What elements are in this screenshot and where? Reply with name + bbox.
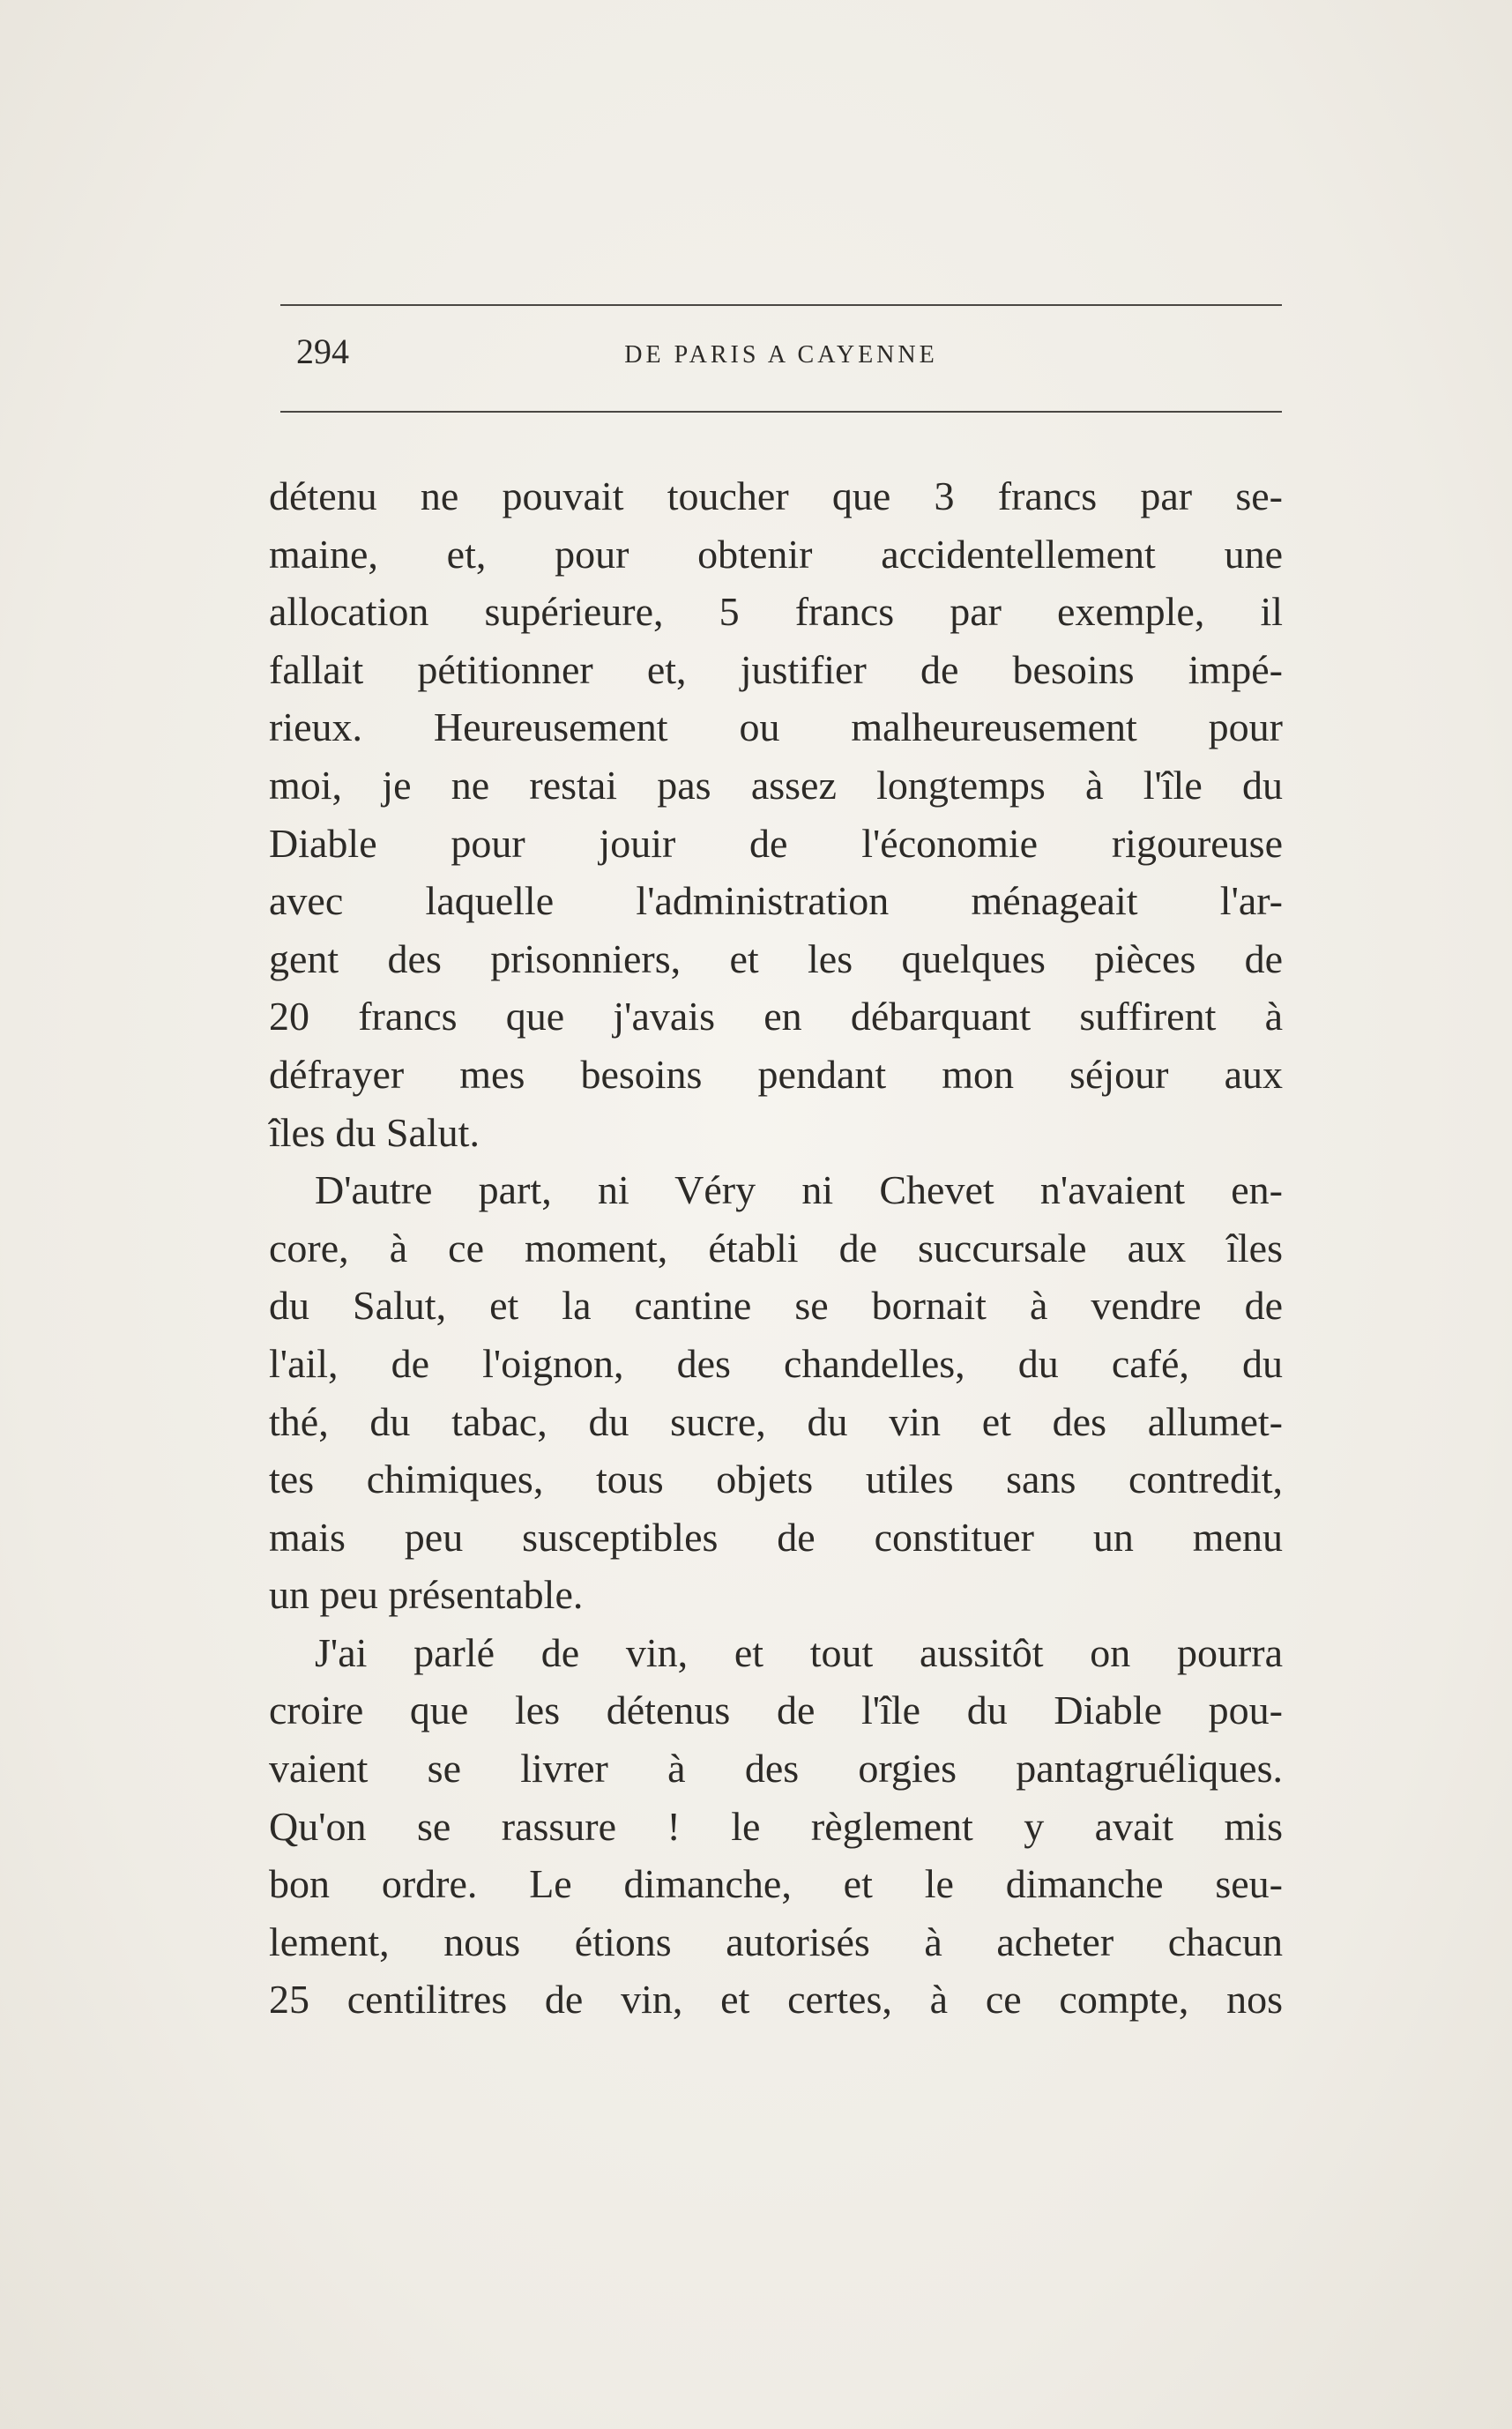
text-line: thé, du tabac, du sucre, du vin et des allumet- bbox=[269, 1398, 1283, 1444]
page-header bbox=[280, 331, 1282, 384]
running-title: DE PARIS A CAYENNE bbox=[624, 341, 938, 369]
text-line: avec laquelle l'administration ménageait l'ar- bbox=[269, 878, 1283, 924]
header-rule-bottom bbox=[280, 411, 1282, 413]
text-line: J'ai parlé de vin, et tout aussitôt on pourra bbox=[315, 1629, 1283, 1675]
text-line: gent des prisonniers, et les quelques pièces de bbox=[269, 935, 1283, 981]
text-line: l'ail, de l'oignon, des chandelles, du café, du bbox=[269, 1340, 1283, 1386]
text-line: du Salut, et la cantine se bornait à vendre de bbox=[269, 1283, 1283, 1329]
text-line: 20 francs que j'avais en débarquant suffirent à bbox=[269, 994, 1283, 1039]
text-line: 25 centilitres de vin, et certes, à ce compte, nos bbox=[269, 1977, 1283, 2023]
text-line: vaient se livrer à des orgies pantagruéliques. bbox=[269, 1746, 1283, 1792]
text-line: lement, nous étions autorisés à acheter chacun bbox=[269, 1919, 1283, 1964]
text-line: Qu'on se rassure ! le règlement y avait mis bbox=[269, 1803, 1283, 1849]
text-line: îles du Salut. bbox=[269, 1109, 480, 1155]
text-line: moi, je ne restai pas assez longtemps à l'île du bbox=[269, 762, 1283, 808]
page-number: 294 bbox=[296, 332, 349, 371]
text-line: maine, et, pour obtenir accidentellement une bbox=[269, 531, 1283, 577]
text-line: Diable pour jouir de l'économie rigoureuse bbox=[269, 820, 1283, 866]
text-line: détenu ne pouvait toucher que 3 francs par se- bbox=[269, 473, 1283, 518]
text-line: un peu présentable. bbox=[269, 1572, 584, 1618]
text-line: défrayer mes besoins pendant mon séjour aux bbox=[269, 1051, 1283, 1097]
text-line: mais peu susceptibles de constituer un menu bbox=[269, 1514, 1283, 1560]
body-text bbox=[269, 467, 1283, 2029]
text-line: core, à ce moment, établi de succursale aux îles bbox=[269, 1225, 1283, 1270]
text-line: allocation supérieure, 5 francs par exemple, il bbox=[269, 589, 1283, 635]
text-line: croire que les détenus de l'île du Diable pou- bbox=[269, 1688, 1283, 1733]
text-line: tes chimiques, tous objets utiles sans contredit, bbox=[269, 1457, 1283, 1502]
text-line: fallait pétitionner et, justifier de besoins impé- bbox=[269, 646, 1283, 692]
header-rule-top bbox=[280, 304, 1282, 306]
text-line: bon ordre. Le dimanche, et le dimanche seu- bbox=[269, 1861, 1283, 1907]
text-line: rieux. Heureusement ou malheureusement pour bbox=[269, 704, 1283, 750]
text-line: D'autre part, ni Véry ni Chevet n'avaient en- bbox=[315, 1167, 1283, 1213]
